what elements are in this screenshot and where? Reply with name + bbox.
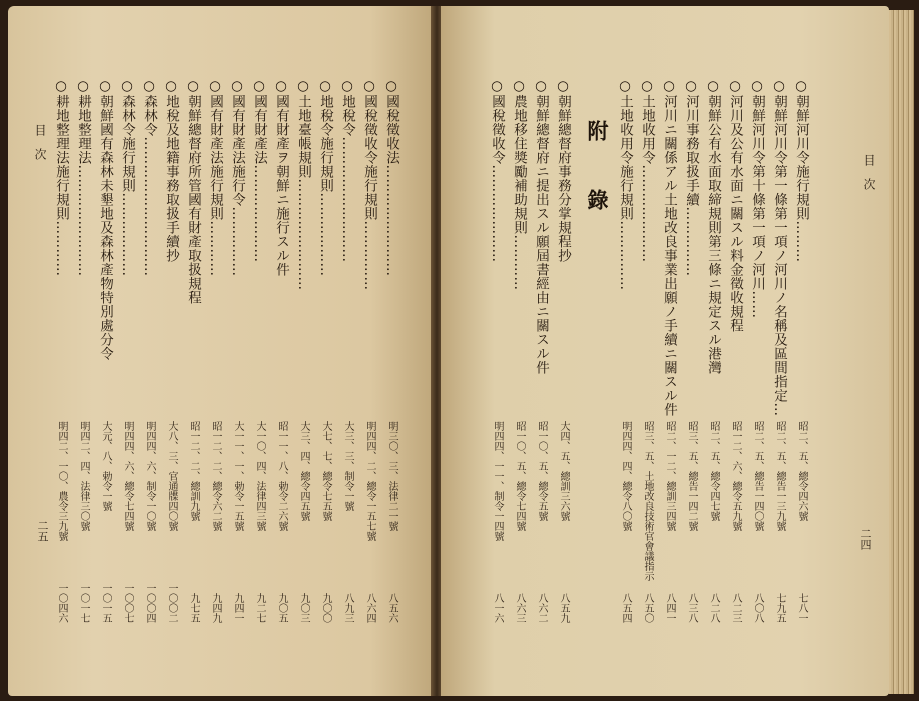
toc-entry-title: ○國稅徵收法…………………… (383, 78, 399, 277)
toc-entry-reference: 大三、四、總令四五號 (298, 421, 309, 521)
toc-entry-title: ○朝鮮總督府所管國有財產取扱規程 (185, 78, 201, 305)
toc-entry (336, 78, 358, 623)
toc-entry-page: 八六三 (514, 593, 525, 623)
toc-entry-title: ○朝鮮河川令第十條第一項ノ河川…… (749, 78, 765, 319)
toc-entry (160, 78, 182, 623)
toc-entry (768, 78, 790, 623)
toc-entry-reference: 大七、七、總令七五號 (320, 421, 331, 521)
toc-entry-reference: 昭二、五、總令四六號 (796, 421, 807, 521)
toc-entry-page: 八四一 (664, 593, 675, 623)
toc-entry (270, 78, 292, 623)
toc-entry-title: ○朝鮮總督府ニ提出スル願屆書經由ニ關スル件 (533, 78, 549, 375)
toc-entry-page: 八一六 (492, 593, 503, 623)
toc-entry-reference: 昭二、一二、總訓三四號 (664, 421, 675, 531)
toc-entry-reference: 大一一、一、勅令一五號 (232, 421, 243, 531)
toc-entry-page: 八三八 (686, 593, 697, 623)
toc-entry-title: ○朝鮮總督府事務分掌規程抄 (555, 78, 571, 263)
toc-entry-title: ○朝鮮公有水面取締規則第三條ニ規定スル港灣 (705, 78, 721, 375)
toc-entry-title: ○地稅及地籍事務取扱手續抄 (163, 78, 179, 263)
toc-entry-reference: 大元、八、勅令一號 (100, 421, 111, 511)
toc-entry-page: 九〇三 (298, 593, 309, 623)
toc-entry-title: ○耕地整理法…………………… (75, 78, 91, 277)
toc-entry (248, 78, 270, 623)
toc-entry (636, 78, 658, 623)
toc-entry-title: ○國有財產法………………… (251, 78, 267, 263)
page-edges (886, 10, 914, 694)
toc-entry-page: 一〇〇二 (166, 583, 177, 623)
toc-entry-reference: 明四四、一一、制令一四號 (492, 421, 503, 541)
toc-entry (72, 78, 94, 623)
toc-entry-title: ○朝鮮河川令施行規則……… (793, 78, 809, 263)
toc-entry-title: ○土地收用令施行規則…………… (617, 78, 633, 291)
toc-entry-page: 九二七 (254, 593, 265, 623)
toc-entry-page: 八六四 (364, 593, 375, 623)
toc-entry-title: ○森林令………………………… (141, 78, 157, 277)
toc-entry (486, 78, 508, 623)
appendix-title-text: 附 錄 (585, 120, 610, 212)
toc-entry-title: ○國有財產法施行規則………… (207, 78, 223, 277)
right-page-number: 二四 (859, 528, 872, 550)
toc-entry (508, 78, 530, 623)
toc-entry (658, 78, 680, 623)
toc-entry-reference: 昭一〇、五、總令五號 (536, 421, 547, 521)
toc-entry-title: ○土地收用令………………… (639, 78, 655, 263)
toc-entry-page: 九四九 (210, 593, 221, 623)
toc-entry-page: 八五四 (620, 593, 631, 623)
toc-entry-title: ○國有財產ヲ朝鮮ニ施行スル件 (273, 78, 289, 277)
toc-entry-page: 八六二 (536, 593, 547, 623)
toc-entry-reference: 大八、三、官通牒四〇號 (166, 421, 177, 531)
toc-entry-reference: 明四四、六、制令一〇號 (144, 421, 155, 531)
toc-entry-reference: 昭二、五、總令四七號 (708, 421, 719, 521)
toc-entry-title: ○朝鮮國有森林未墾地及森林產物特別處分令 (97, 78, 113, 361)
toc-entry-page: 一〇四六 (56, 583, 67, 623)
left-page (8, 6, 433, 696)
toc-entry (530, 78, 552, 623)
toc-entry-title: ○朝鮮河川令第一條第一項ノ河川ノ名稱及區間指定… (771, 78, 787, 417)
toc-entry-page: 八二八 (708, 593, 719, 623)
toc-entry-reference: 昭一二、二、總令六二號 (210, 421, 221, 531)
toc-entry-page: 九四一 (232, 593, 243, 623)
toc-entry (226, 78, 248, 623)
toc-entry (116, 78, 138, 623)
toc-entry-reference: 明四四、六、總令七四號 (122, 421, 133, 531)
toc-entry-reference: 明四二、一〇、農令三九號 (56, 421, 67, 541)
toc-entry (552, 78, 574, 623)
toc-entry-title: ○國稅徵收令施行規則…………… (361, 78, 377, 291)
toc-entry (138, 78, 160, 623)
toc-entry-page: 九〇〇 (320, 593, 331, 623)
toc-entry-page: 七九五 (774, 593, 785, 623)
toc-entry-reference: 明四四、二、總令一五七號 (364, 421, 375, 541)
toc-entry (94, 78, 116, 623)
toc-entry-page: 八〇八 (752, 593, 763, 623)
toc-entry-title: ○河川事務取扱手續…………… (683, 78, 699, 277)
toc-entry-page: 一〇〇四 (144, 583, 155, 623)
toc-entry-page: 七八一 (796, 593, 807, 623)
toc-entry (680, 78, 702, 623)
toc-entry-page: 八五〇 (642, 593, 653, 623)
toc-entry-title: ○耕地整理法施行規則………… (53, 78, 69, 277)
toc-entry-page: 九〇五 (276, 593, 287, 623)
toc-entry-reference: 明三〇、三、法律二一號 (386, 421, 397, 531)
toc-entry-page: 一〇一七 (78, 583, 89, 623)
right-page (441, 6, 889, 696)
toc-entry-reference: 昭一〇、五、總令七四號 (514, 421, 525, 531)
toc-entry-page: 八五九 (558, 593, 569, 623)
toc-entry (314, 78, 336, 623)
toc-entry-page: 八九三 (342, 593, 353, 623)
right-toc-list (486, 78, 812, 623)
toc-entry-reference: 昭一一、八、勅令二六號 (276, 421, 287, 531)
toc-entry-title: ○國稅徵收令………………… (489, 78, 505, 263)
appendix-section-title (574, 78, 614, 623)
toc-entry-title: ○河川ニ關係アル土地改良事業出願ノ手續ニ關スル件 (661, 78, 677, 417)
toc-entry-title: ○森林令施行規則……………… (119, 78, 135, 277)
toc-entry (746, 78, 768, 623)
toc-entry-reference: 大三、三、制令一號 (342, 421, 353, 511)
toc-entry-page: 八五六 (386, 593, 397, 623)
toc-entry-reference: 昭二、五、總告一四〇號 (752, 421, 763, 531)
toc-entry-page: 九七五 (188, 593, 199, 623)
toc-entry-title: ○地稅令施行規則……………… (317, 78, 333, 277)
toc-entry (614, 78, 636, 623)
toc-entry-reference: 昭一二、二、總訓九號 (188, 421, 199, 521)
toc-entry-reference: 明四四、四、總令八〇號 (620, 421, 631, 531)
left-toc-list (50, 78, 402, 623)
toc-entry-page: 一〇〇七 (122, 583, 133, 623)
toc-entry-title: ○土地臺帳規則…………………… (295, 78, 311, 291)
toc-entry-reference: 大四、五、總訓三六號 (558, 421, 569, 521)
toc-entry-reference: 昭二、五、總告一三九號 (774, 421, 785, 531)
toc-entry-reference: 大一〇、四、法律四三號 (254, 421, 265, 531)
toc-entry-title: ○河川及公有水面ニ關スル料金徵收規程 (727, 78, 743, 333)
toc-entry-reference: 昭三、五、總告一四二號 (686, 421, 697, 531)
toc-entry-title: ○國有財產法施行令…………… (229, 78, 245, 277)
left-page-header: 目 次 (33, 124, 47, 160)
toc-entry (702, 78, 724, 623)
toc-entry-reference: 明四二、四、法律三〇號 (78, 421, 89, 531)
toc-entry-title: ○農地移住獎勵補助規則………… (511, 78, 527, 291)
toc-entry (724, 78, 746, 623)
toc-entry (204, 78, 226, 623)
toc-entry (358, 78, 380, 623)
toc-entry (50, 78, 72, 623)
toc-entry-reference: 昭一二、六、總令五九號 (730, 421, 741, 531)
toc-entry-title: ○地稅令……………………… (339, 78, 355, 263)
toc-entry (380, 78, 402, 623)
toc-entry-reference: 昭三、五、土地改良技術官會議指示 (642, 421, 653, 581)
toc-entry (182, 78, 204, 623)
toc-entry-page: 八二三 (730, 593, 741, 623)
toc-entry (292, 78, 314, 623)
right-page-header: 目 次 (862, 154, 876, 190)
toc-entry-page: 一〇一五 (100, 583, 111, 623)
toc-entry (790, 78, 812, 623)
left-page-number: 二五 (36, 520, 49, 542)
